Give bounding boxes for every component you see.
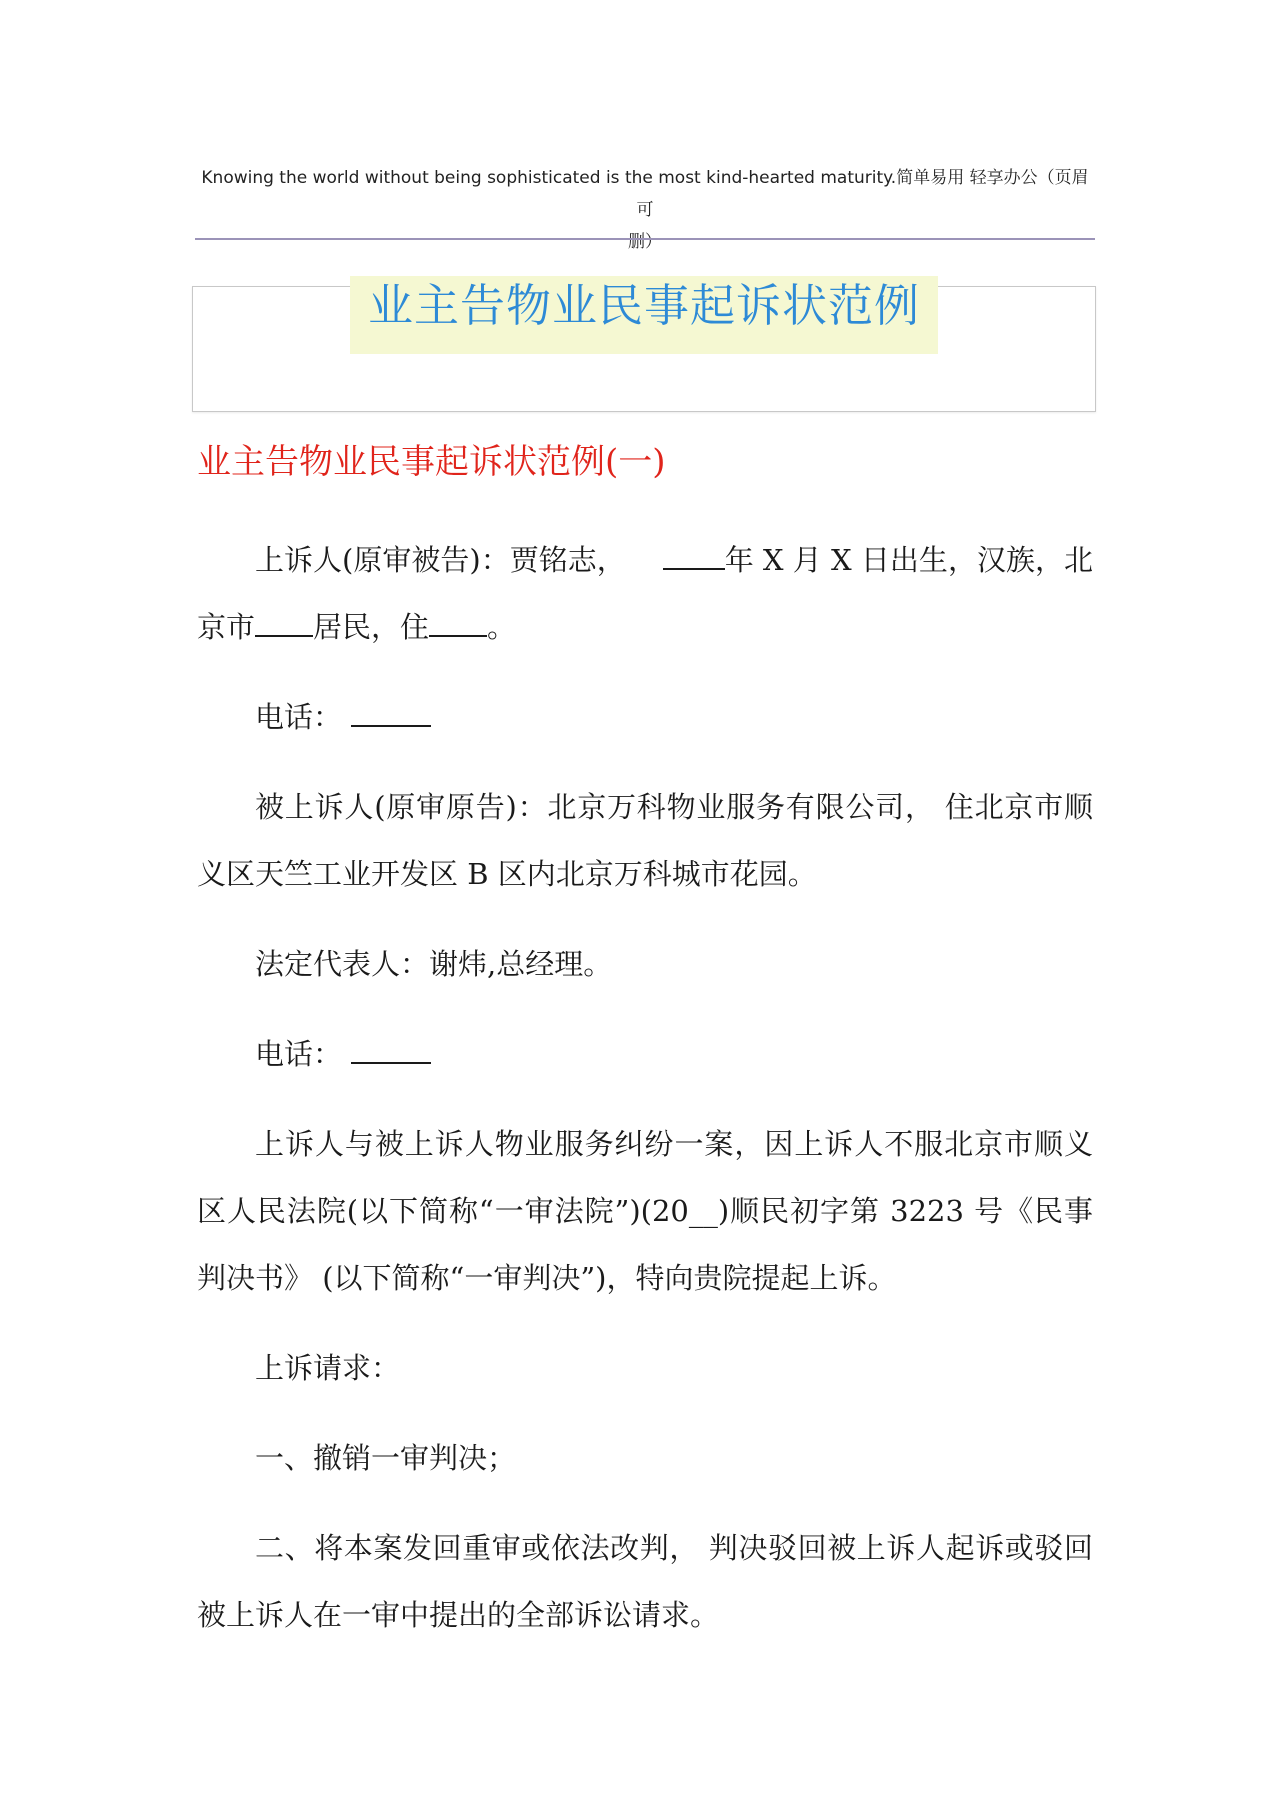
phone-label-1: 电话： (255, 700, 343, 734)
blank-field (351, 696, 431, 727)
paragraph-legal-rep: 法定代表人：谢炜,总经理。 (255, 947, 613, 981)
blank-field (255, 606, 313, 637)
section-heading: 业主告物业民事起诉状范例(一) (197, 442, 666, 482)
appellant-text-c: 北京市 (197, 543, 1093, 644)
header-line-2: 删） (628, 232, 662, 252)
document-body (197, 527, 1093, 1649)
blank-field (429, 606, 487, 637)
appellant-text-e: 。 (487, 610, 517, 644)
blank-field (663, 539, 725, 570)
document-title: 业主告物业民事起诉状范例 (350, 276, 938, 354)
paragraph-phone-2 (197, 1021, 1093, 1088)
paragraph-phone-1 (197, 684, 1093, 751)
header-divider (195, 238, 1095, 240)
paragraph-appellee: 被上诉人(原审原告)：北京万科物业服务有限公司， 住北京市顺义区天竺工业开发区 B 区内北京万科城市花园。 (197, 790, 1093, 891)
paragraph-request-2: 二、将本案发回重审或依法改判， 判决驳回被上诉人起诉或驳回被上诉人在一审中提出的全部诉讼请求。 (197, 1531, 1093, 1632)
paragraph-appellant (197, 527, 1093, 661)
paragraph-case-intro: 上诉人与被上诉人物业服务纠纷一案，因上诉人不服北京市顺义区人民法院(以下简称“一审法院”)(20__)顺民初字第 3223 号《民事判决书》 (以下简称“一审判决”)，特向贵院提起上诉。 (197, 1127, 1093, 1295)
header-line-1: Knowing the world without being sophisticated is the most kind-hearted maturity.简单易用 轻享办公（页眉可 (201, 168, 1089, 220)
phone-label-2: 电话： (255, 1037, 343, 1071)
page-header (195, 162, 1095, 258)
appellant-text-b: 年 X 月 X 日出生，汉族， (724, 543, 1064, 577)
blank-field (351, 1033, 431, 1064)
paragraph-request-1: 一、撤销一审判决； (255, 1441, 517, 1475)
paragraph-requests-label: 上诉请求： (255, 1351, 401, 1385)
appellant-text-d: 居民，住 (313, 610, 430, 644)
appellant-text-a: 上诉人(原审被告)：贾铭志， (255, 543, 626, 577)
